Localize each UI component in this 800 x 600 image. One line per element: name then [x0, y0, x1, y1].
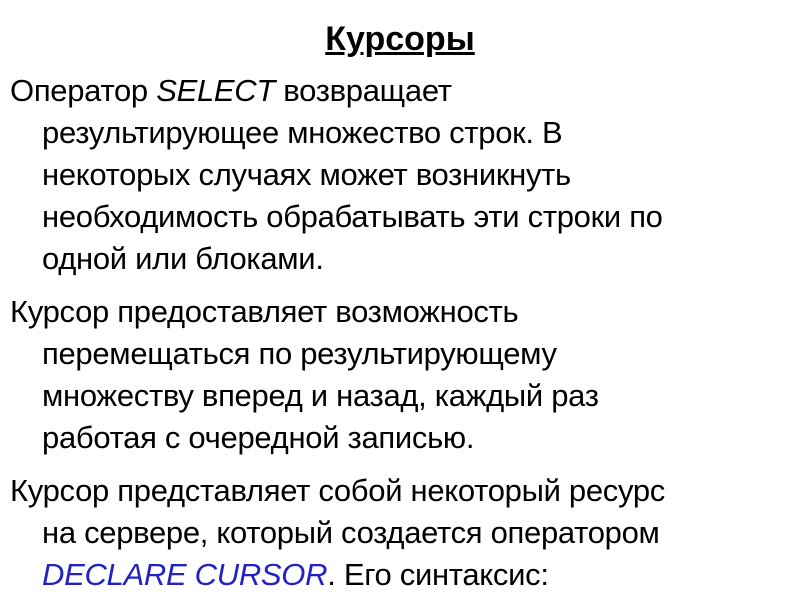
- text-segment: возвращает: [274, 73, 452, 108]
- text-segment: Оператор: [10, 73, 157, 108]
- text-line: [42, 333, 794, 375]
- text-segment: некоторых случаях может возникнуть: [42, 157, 571, 192]
- text-line: [42, 154, 794, 196]
- text-segment: одной или блоками.: [42, 241, 324, 276]
- text-segment: работая с очередной записью.: [42, 420, 475, 455]
- paragraph: [10, 291, 794, 459]
- keyword-segment: DECLARE CURSOR: [42, 557, 328, 592]
- text-line: [42, 112, 794, 154]
- text-line: [42, 512, 794, 554]
- paragraph: [10, 470, 794, 596]
- text-line: [10, 70, 794, 112]
- text-line: [42, 238, 794, 280]
- text-line: [42, 554, 794, 596]
- paragraph: [10, 70, 794, 280]
- keyword-segment: SELECT: [156, 73, 275, 108]
- text-line: [42, 417, 794, 459]
- text-segment: множеству вперед и назад, каждый раз: [42, 378, 599, 413]
- text-segment: Курсор предоставляет возможность: [10, 294, 519, 329]
- text-segment: перемещаться по результирующему: [42, 336, 557, 371]
- text-segment: Курсор представляет собой некоторый ресурс: [10, 473, 665, 508]
- text-line: [10, 291, 794, 333]
- slide-title: Курсоры: [325, 20, 475, 58]
- text-line: [42, 196, 794, 238]
- text-segment: необходимость обрабатывать эти строки по: [42, 199, 663, 234]
- slide-body: [0, 61, 800, 596]
- text-line: [42, 375, 794, 417]
- text-segment: результирующее множество строк. В: [42, 115, 563, 150]
- text-segment: на сервере, который создается оператором: [42, 515, 660, 550]
- text-segment: . Его синтаксис:: [327, 557, 549, 592]
- text-line: [10, 470, 794, 512]
